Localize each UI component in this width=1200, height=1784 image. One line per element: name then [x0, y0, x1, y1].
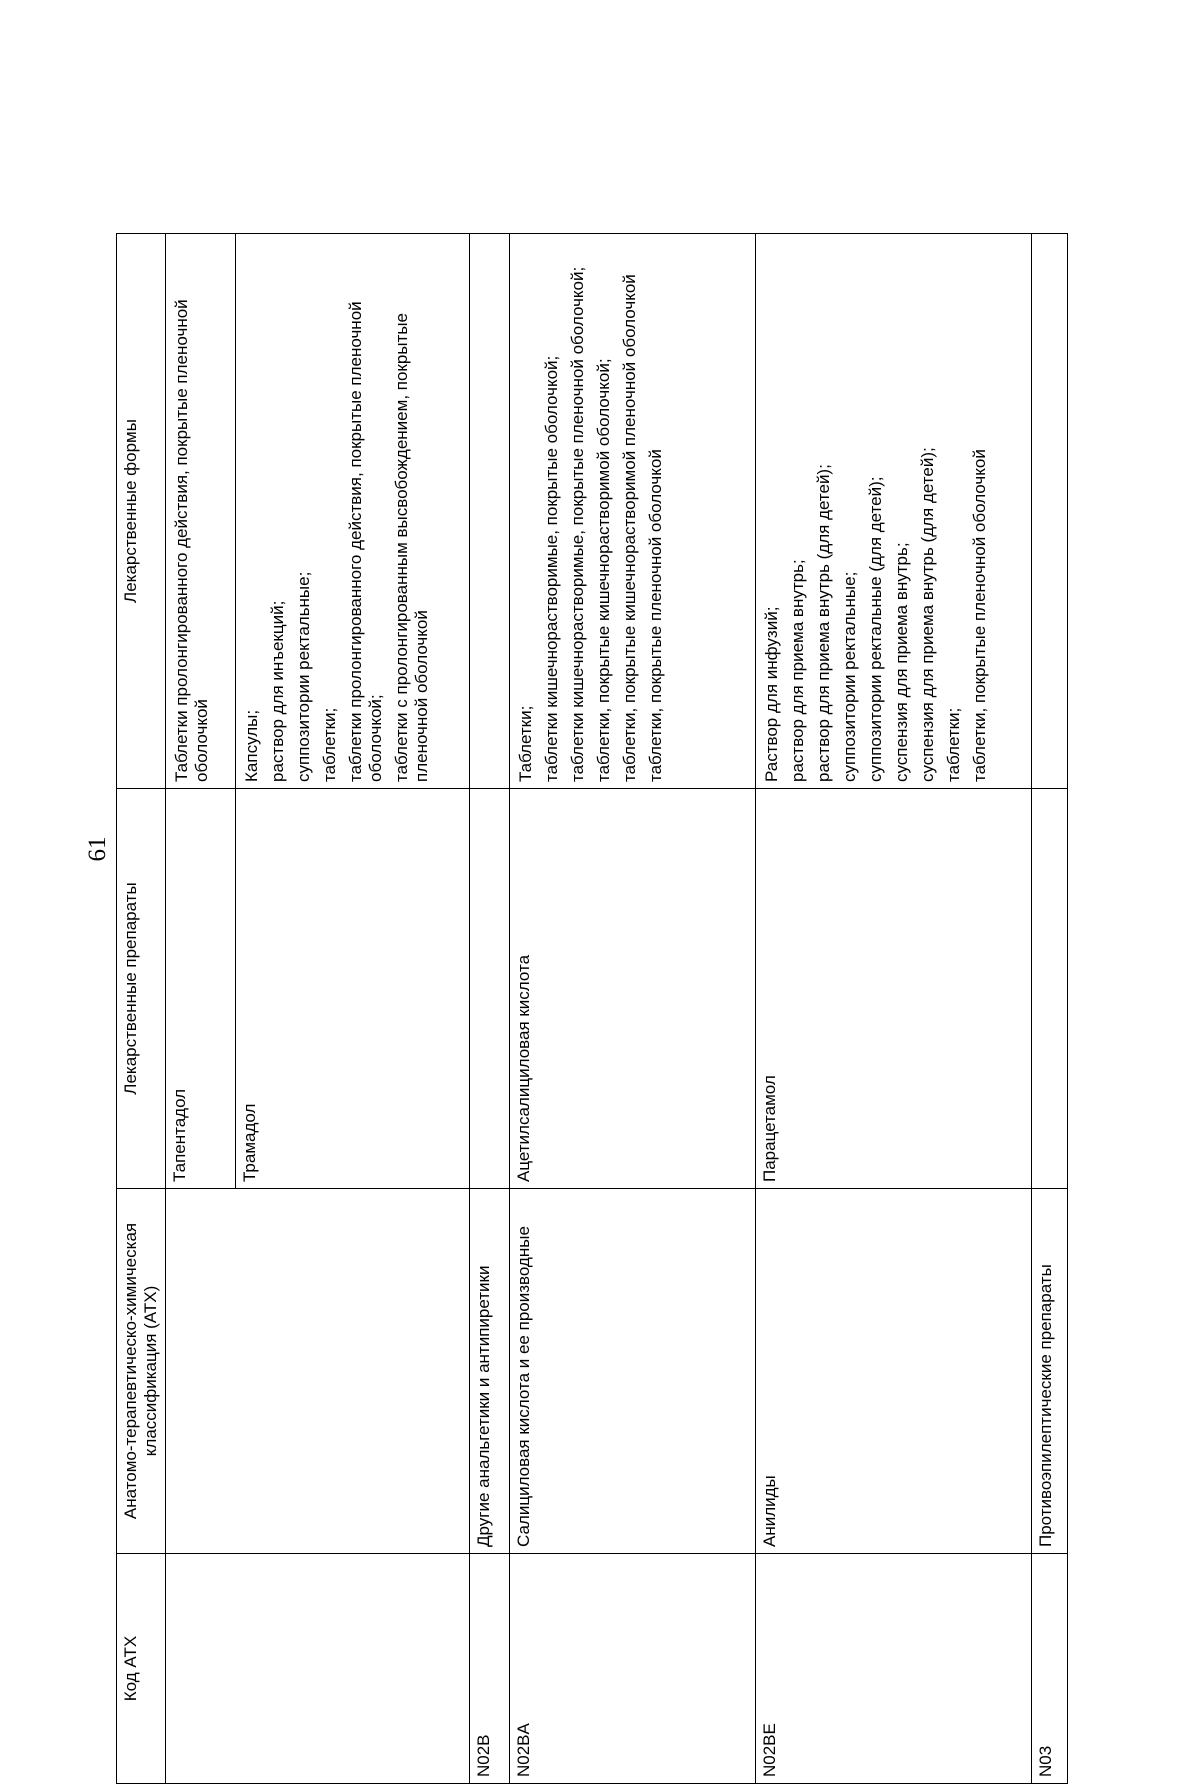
form-item: суспензия для приема внутрь; — [892, 542, 911, 782]
table-row — [470, 234, 510, 1784]
classification-cell — [166, 1189, 470, 1554]
form-item: таблетки, покрытые пленочной оболочкой — [970, 449, 989, 782]
forms-cell — [470, 234, 510, 789]
form-item: раствор для приема внутрь (для детей); — [814, 464, 833, 782]
form-item: таблетки, покрытые пленочной оболочкой — [646, 449, 665, 782]
header-drugs: Лекарственные препараты — [117, 789, 166, 1189]
code-cell: N02BA — [510, 1554, 756, 1784]
table-row — [510, 234, 756, 1784]
table-row — [166, 234, 236, 1784]
classification-cell: Анилиды — [756, 1189, 1032, 1554]
form-item: Капсулы; — [242, 709, 261, 782]
form-item: суппозитории ректальные; — [840, 571, 859, 782]
header-code: Код ATX — [117, 1554, 166, 1784]
forms-cell — [1032, 234, 1068, 789]
header-forms: Лекарственные формы — [117, 234, 166, 789]
table-row — [1032, 234, 1068, 1784]
form-item: раствор для приема внутрь; — [788, 559, 807, 782]
form-item: раствор для инъекций; — [268, 600, 287, 782]
form-item: таблетки, покрытые кишечнорастворимой оболочкой; — [594, 358, 613, 782]
drug-cell: Ацетилсалициловая кислота — [510, 789, 756, 1189]
table-row — [756, 234, 1032, 1784]
form-item: Таблетки; — [516, 705, 535, 782]
classification-cell: Салициловая кислота и ее производные — [510, 1189, 756, 1554]
form-item: суппозитории ректальные; — [294, 571, 313, 782]
drug-cell: Тапентадол — [166, 789, 236, 1189]
form-item: таблетки кишечнорастворимые, покрытые оболочкой; — [542, 355, 561, 782]
forms-cell — [510, 234, 756, 789]
form-item: таблетки; — [320, 707, 339, 782]
forms-cell — [756, 234, 1032, 789]
page-number: 61 — [84, 836, 111, 862]
drug-cell: Трамадол — [236, 789, 470, 1189]
header-classification: Анатомо-терапевтическо-химическая классификация (АТХ) — [117, 1189, 166, 1554]
classification-cell: Другие анальгетики и антипиретики — [470, 1189, 510, 1554]
drug-cell — [1032, 789, 1068, 1189]
forms-cell — [166, 234, 236, 789]
code-cell: N02B — [470, 1554, 510, 1784]
form-item: Таблетки пролонгированного действия, покрытые пленочной оболочкой — [172, 299, 211, 782]
drug-table — [116, 233, 1068, 1784]
form-item: суппозитории ректальные (для детей); — [866, 476, 885, 782]
code-cell: N03 — [1032, 1554, 1068, 1784]
classification-cell: Противоэпилептические препараты — [1032, 1189, 1068, 1554]
form-item: таблетки; — [944, 707, 963, 782]
form-item: таблетки с пролонгированным высвобождением, покрытые пленочной оболочкой — [392, 313, 431, 782]
forms-cell — [236, 234, 470, 789]
drug-table-container — [116, 234, 1058, 1784]
code-cell: N02BE — [756, 1554, 1032, 1784]
table-header-row — [117, 234, 166, 1784]
form-item: Раствор для инфузий; — [762, 606, 781, 782]
form-item: таблетки пролонгированного действия, покрытые пленочной оболочкой; — [346, 301, 385, 782]
code-cell — [166, 1554, 470, 1784]
drug-cell: Парацетамол — [756, 789, 1032, 1189]
form-item: таблетки кишечнорастворимые, покрытые пленочной оболочкой; — [568, 266, 587, 782]
drug-cell — [470, 789, 510, 1189]
form-item: суспензия для приема внутрь (для детей); — [918, 447, 937, 782]
form-item: таблетки, покрытые кишечнорастворимой пленочной оболочкой — [620, 274, 639, 782]
